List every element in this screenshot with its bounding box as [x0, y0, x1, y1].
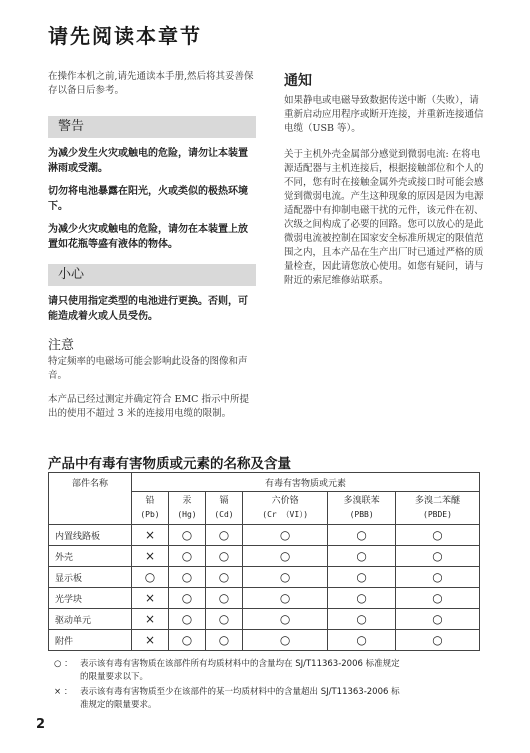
column-header-name: 多溴二苯醚: [414, 496, 460, 506]
note-text-1: 特定频率的电磁场可能会影响此设备的图像和声音。: [48, 356, 248, 381]
substance-cell: ○: [206, 567, 243, 588]
table-row: [49, 609, 480, 630]
substance-cell: ○: [395, 525, 479, 546]
footnote-cross: [54, 686, 474, 712]
substance-cell: ○: [328, 630, 396, 651]
right-column: [284, 70, 484, 288]
cross-line-2: 准规定的限量要求。: [80, 700, 157, 710]
part-name-cell: 附件: [49, 630, 132, 651]
notice-heading: 通知: [284, 73, 312, 89]
column-header-name: 汞: [182, 496, 192, 506]
column-header: [395, 492, 479, 525]
warning-heading: 警告: [48, 116, 256, 138]
column-header-name: 多溴联苯: [343, 496, 380, 506]
substance-cell: ×: [132, 630, 169, 651]
column-header: [328, 492, 396, 525]
circle-symbol: ○ ：: [54, 659, 73, 669]
page-number: 2: [36, 717, 46, 732]
intro-text: 在操作本机之前,请先通读本手册,然后将其妥善保存以备日后参考。: [48, 71, 254, 96]
substance-cell: ×: [132, 588, 169, 609]
substance-cell: ○: [395, 546, 479, 567]
table-row: [49, 588, 480, 609]
column-header-name: 六价铬: [271, 496, 299, 506]
substance-cell: ○: [328, 525, 396, 546]
left-column: [48, 70, 256, 421]
substance-cell: ○: [206, 630, 243, 651]
column-header-symbol: (Pb): [140, 510, 160, 519]
substance-cell: ○: [395, 567, 479, 588]
warning-text-1: 为减少发生火灾或触电的危险，请勿让本装置淋雨或受潮。: [48, 148, 248, 174]
substance-cell: ○: [243, 630, 328, 651]
cross-symbol: × ：: [54, 687, 73, 697]
substance-cell: ○: [206, 588, 243, 609]
warning-text-2: 切勿将电池暴露在阳光，火或类似的极热环境下。: [48, 186, 248, 212]
column-header-symbol: (Cd): [214, 510, 234, 519]
substance-cell: ○: [169, 525, 206, 546]
part-name-cell: 光学块: [49, 588, 132, 609]
part-name-cell: 外壳: [49, 546, 132, 567]
caution-heading: 小心: [48, 264, 256, 286]
column-header: [132, 492, 169, 525]
column-header-symbol: (PBDE): [423, 510, 452, 519]
substance-cell: ×: [132, 525, 169, 546]
column-header-symbol: (PBB): [349, 510, 374, 519]
substance-cell: ○: [206, 525, 243, 546]
substance-cell: ○: [328, 546, 396, 567]
caution-text-1: 请只使用指定类型的电池进行更换。否则，可能造成着火或人员受伤。: [48, 296, 248, 322]
substance-cell: ○: [395, 588, 479, 609]
substance-cell: ○: [328, 588, 396, 609]
substance-cell: ○: [243, 546, 328, 567]
part-name-header: 部件名称: [49, 473, 132, 525]
substance-cell: ○: [243, 525, 328, 546]
substance-cell: ○: [328, 609, 396, 630]
cross-line-1: 表示该有毒有害物质至少在该部件的某一均质材料中的含量超出 SJ/T11363-2006 标: [80, 687, 400, 697]
table-row: [49, 567, 480, 588]
substance-cell: ○: [395, 609, 479, 630]
circle-line-2: 的限量要求以下。: [80, 672, 149, 682]
table-row: [49, 630, 480, 651]
footnote-circle: [54, 658, 474, 684]
substance-cell: ○: [328, 567, 396, 588]
column-header: [169, 492, 206, 525]
note-text-2: 本产品已经过测定并确定符合 EMC 指示中所提出的使用不超过 3 米的连接用电缆的限制。: [48, 394, 249, 419]
notice-text-2: 关于主机外壳金属部分感觉到微弱电流: 在将电源适配器与主机连接后，根据接触部位和个人的不同，您有时在接触金属外壳或接口时可能会感觉到微弱电流。产生这种现象的原因是因为电源适配器中有抑制电磁干扰的元件，该元件在初、次级之间构成了必要的回路。您可以放心的是此微弱电流被控制在国家安全标准所规定的限值范围之内，且本产品在生产出厂时已通过严格的质量检查，因此请您放心使用。如您有疑问，请与附近的索尼维修站联系。: [284, 149, 484, 286]
substance-cell: ○: [169, 546, 206, 567]
substance-cell: ○: [132, 567, 169, 588]
column-header-symbol: (Cr （VI）): [262, 510, 309, 519]
substance-cell: ○: [243, 567, 328, 588]
substance-cell: ○: [243, 609, 328, 630]
hazardous-substances-table: [48, 472, 480, 651]
part-name-cell: 显示板: [49, 567, 132, 588]
warning-text-3: 为减少火灾或触电的危险，请勿在本装置上放置如花瓶等盛有液体的物体。: [48, 224, 248, 250]
substance-cell: ○: [169, 588, 206, 609]
note-heading: 注意: [48, 338, 75, 353]
table-title: 产品中有毒有害物质或元素的名称及含量: [48, 456, 291, 472]
substance-cell: ○: [395, 630, 479, 651]
column-header: [243, 492, 328, 525]
table-row: [49, 546, 480, 567]
substance-cell: ×: [132, 609, 169, 630]
group-header: 有毒有害物质或元素: [132, 473, 480, 492]
substance-cell: ×: [132, 546, 169, 567]
substance-cell: ○: [169, 567, 206, 588]
page-title: 请先阅读本章节: [48, 24, 202, 48]
notice-text-1: 如果静电或电磁导致数据传送中断（失败），请重新启动应用程序或断开连接，并重新连接通信电缆（USB 等）。: [284, 95, 484, 134]
circle-line-1: 表示该有毒有害物质在该部件所有均质材料中的含量均在 SJ/T11363-2006 标准规定: [80, 659, 400, 669]
part-name-cell: 驱动单元: [49, 609, 132, 630]
substance-cell: ○: [243, 588, 328, 609]
column-header-name: 镉: [219, 496, 229, 506]
substance-cell: ○: [169, 609, 206, 630]
column-header: [206, 492, 243, 525]
substance-cell: ○: [169, 630, 206, 651]
column-header-name: 铅: [145, 496, 155, 506]
column-header-symbol: (Hg): [177, 510, 197, 519]
part-name-cell: 内置线路板: [49, 525, 132, 546]
table-row: [49, 525, 480, 546]
substance-cell: ○: [206, 546, 243, 567]
substance-cell: ○: [206, 609, 243, 630]
